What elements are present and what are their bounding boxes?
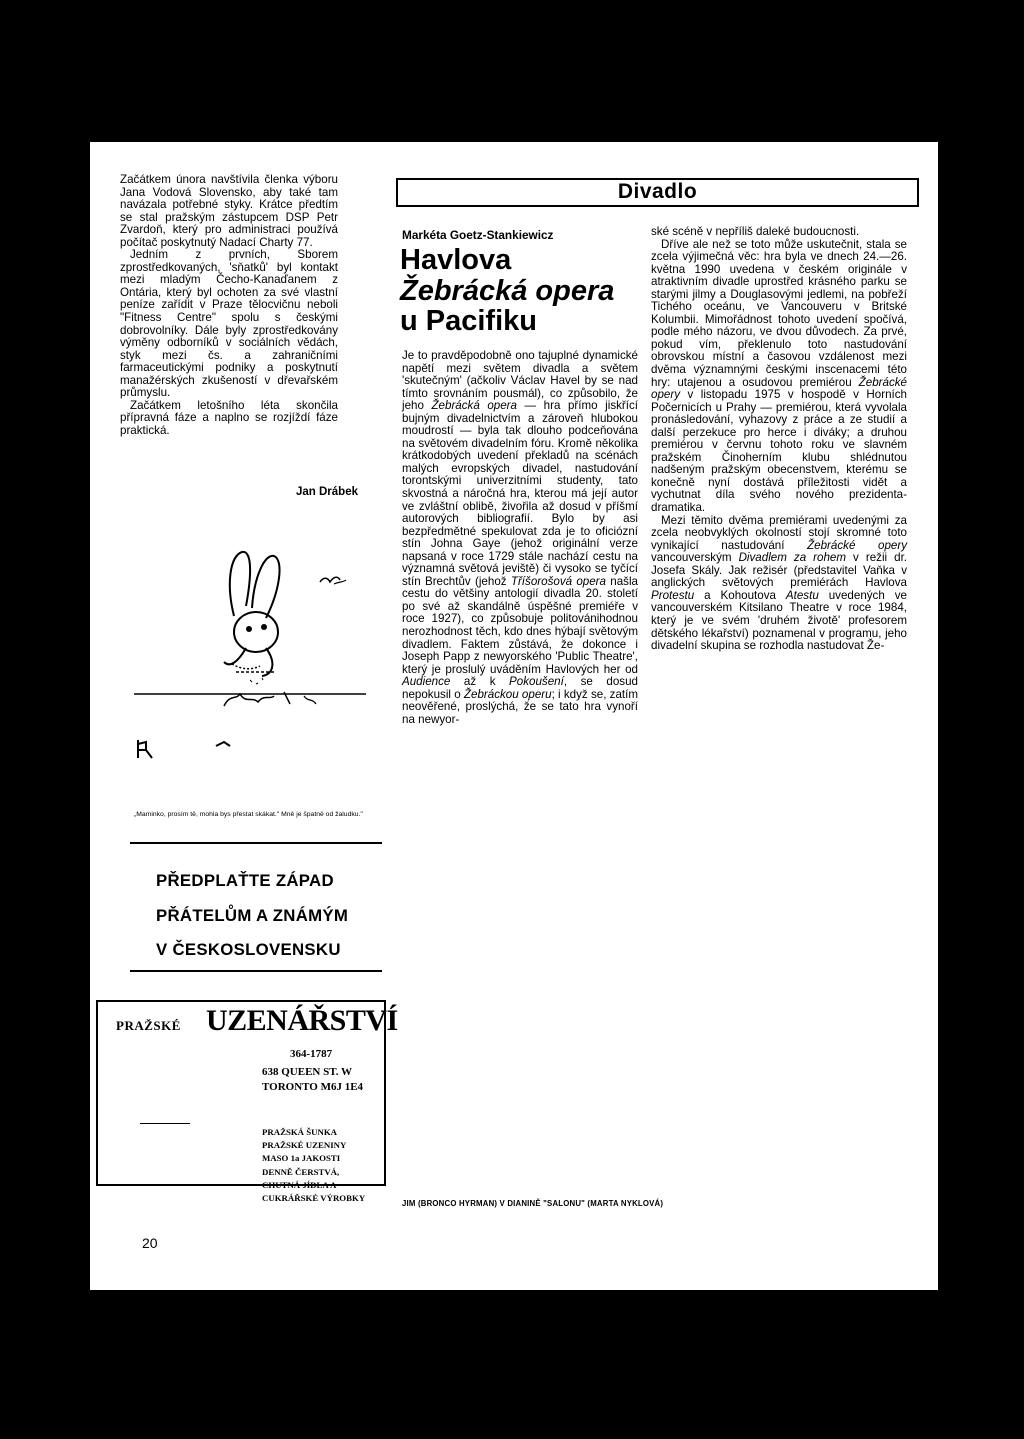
left-column-text [120,174,338,437]
ad-prefix: PRAŽSKÉ [116,1018,181,1033]
article-right-column [651,226,907,653]
text-run: ; i když se, zatím neověřené, proslýchá, že se tato hra vynoří na newyor- [402,687,638,726]
text-run: — hra přímo jiskřící bujným divadelnictvím a zároveň hlubokou moudrostí — byla tak dlouho podceňována na světovém divadelním fóru. Kromě několika krátkodobých uvedení překladů na scénách malých evropských divadel, nastudování torontskými univerzitními studenty, tato skvostná a náročná hra, kterou má její autor ve zvláštní oblibě, živořila až dosud v příšmí autorových bibliografií. Bylo by asi bezpředmětné spekulovat zda je to oficiózní stín Johna Gaye (jehož originální verze napsaná v roce 1729 stále nachází cestu na významná světová jeviště) či vysoko se tyčící stín Brechtův (jehož [402,399,639,588]
play-title: Audience [402,675,451,689]
ad-offering: CUKRÁŘSKÉ VÝROBKY [262,1193,366,1204]
text-run: Dříve ale než se toto může uskutečnit, stala se zcela výjimečná věc: hra byla ve dnech 24.—26. května 1990 uvedena v českém originále v atraktivním divadle uprostřed krásného parku se starými jilmy a Douglasovými jedlemi, na pobřeží Tichého oceánu, ve Vancouveru v Britské Kolumbii. Mimořádnost tohoto uvedení spočívá, podle mého názoru, ve dvou důvodech. Za prvé, pokud vím, překlenulo toto nastudování obrovskou místní a časovou vzdálenost mezi dvěma významnými českými inscenacemi této hry: utajenou a osudovou premiérou [651,237,907,389]
ad-phone: 364-1787 [290,1048,333,1060]
article-author: Markéta Goetz-Stankiewicz [402,228,554,242]
paragraph [402,350,638,726]
play-title: Tříšorošová opera [510,574,606,588]
paragraph: Jedním z prvních, Sborem zprostředkovaných, 'sňatků' byl kontakt mezi mladým Čecho-Kanaďanem z Ontária, který byl ochoten za své vlastní peníze zařídit v Praze tělocvičnu neboli "Fitness Centre" spolu s českými dobrovolníky. Dále byly zprostředkovány výměny odborníků v sociálních vědách, styk mezi čs. a zahraničními farmaceutickými podniky a poskytnutí manažérských zkušeností v dřevařském průmyslu. [120,248,338,400]
text-run: a Kohoutova [694,588,786,602]
cartoon-drawing [134,544,366,814]
ad-border-top [96,1000,386,1002]
section-title: Divadlo [617,180,698,203]
subscription-promo [156,864,386,968]
photo-caption: JIM (BRONCO HYRMAN) V DIANINĚ "SALONU" (MARTA NYKLOVÁ) [402,1199,664,1208]
magazine-page [90,142,938,1290]
play-title: Atestu [785,588,819,602]
ad-shop-name: UZENÁŘSTVÍ [206,1004,398,1037]
text-run: uvedených ve vancouverském Kitsilano Theatre v roce 1984, který je ve svém 'druhém životě' profesorem dětského lékařství) poznamenal v programu, jeho divadelní skupina se rozhodla nastudovat Že- [651,588,907,653]
paragraph [651,515,907,653]
article-middle-column [402,350,638,726]
text-run: , se dosud nepokusil o [402,675,638,701]
paragraph: ské scéně v nepříliš daleké budoucnosti. [651,225,860,238]
promo-line: V ČESKOSLOVENSKU [156,940,341,959]
ad-offering: MASO 1a JAKOSTI [262,1153,341,1164]
play-title: Pokoušení [509,675,564,689]
headline-line: Havlova [400,244,512,276]
paragraph: Začátkem února navštívila členka výboru Jana Vodová Slovensko, aby také tam navázala potřebné styky. Krátce předtím se stal pražským zástupcem DSP Petr Zvardoň, který pro administraci používá počítač poskytnutý Nadací Charty 77. [120,173,338,249]
headline-line: Žebrácká opera [400,274,615,307]
text-run: v režii dr. Josefa Skály. Jak režisér (představitel Vaňka v anglických světových premiérách Havlova [651,551,908,590]
text-run: vancouverským [651,551,739,565]
play-title: Žebrácká opera [431,399,517,413]
text-run: až k [450,675,510,689]
ad-offering: CHUTNÁ JÍDLA A [262,1179,337,1190]
promo-line-text: PŘEDPLAŤTE ZÁPAD [156,871,334,890]
divider [130,842,382,844]
cartoon-caption: „Maminko, prosím tě, mohla bys přestat skákat." Mně je špatně od žaludku." [134,811,363,818]
promo-line: PŘÁTELŮM A ZNÁMÝM [156,905,349,925]
paragraph: Začátkem letošního léta skončila přípravná fáze a naplno se rozjíždí fáze praktická. [120,398,338,437]
text-run: v listopadu 1975 v hospodě v Horních Počernicích u Prahy — premiérou, která vyvolala pronásledování, vyhazovy z práce a ze studií a další perzekuce pro herce i diváky; a druhou premiérou v červnu tohoto roku ve slavném pražském Činoherním klubu shlédnutou nadšeným pražským obecenstvem, kterému se konečně nyní dostává příležitosti vidět a vychutnat díla svého nového prezidenta-dramatika. [651,388,907,515]
text-run: Je to pravděpodobně ono tajuplné dynamické napětí mezi světem divadla a světem 'skutečným' (ačkoliv Václav Havel by se nad tímto srovnáním pousmál), co způsobilo, že jeho [402,349,638,413]
page-number: 20 [142,1235,158,1251]
ad-address-2: TORONTO M6J 1E4 [262,1081,364,1093]
corner-rule [908,1310,1014,1312]
ad-offering: PRAŽSKÉ UZENINY [262,1140,347,1151]
ad-offering: PRAŽSKÁ ŠUNKA [262,1127,338,1137]
left-column-author: Jan Drábek [295,486,358,498]
text-run: Mezi těmito dvěma premiérami uvedenými za zcela neobvyklých okolností stojí skromné toto vynikající nastudování [651,513,907,552]
play-title: Protestu [651,588,695,602]
ad-address-1: 638 QUEEN ST. W [262,1066,353,1078]
promo-line [156,864,386,899]
article-headline [400,245,640,337]
cartoon [134,544,366,826]
ad-divider [140,1123,190,1124]
ad-offerings [262,1126,365,1205]
paragraph [651,239,907,515]
ad-border-left [96,1000,98,1186]
divider [130,970,382,972]
ad-offering: DENNĚ ČERSTVÁ, [262,1166,340,1177]
headline-line: u Pacifiku [400,305,537,337]
play-title: Žebrácké opery [807,538,907,552]
butcher-advertisement [96,1000,398,1204]
theatre-name: Divadlem za rohem [738,551,847,565]
play-title: Žebráckou operu [463,687,552,701]
play-title: Žebrácké opery [651,375,907,402]
text-run: našla cestu do většiny antologií divadla 20. století po své až skandálně úspěšné premiéře v roce 1927), co způsobuje politovánihodnou nerozhodnost těch, kdo dnes hýbají světovým divadlem. Faktem zůstává, že dokonce i Joseph Papp z newyorského 'Public Theatre', který je proslulý uváděním Havlových her od [402,574,638,676]
